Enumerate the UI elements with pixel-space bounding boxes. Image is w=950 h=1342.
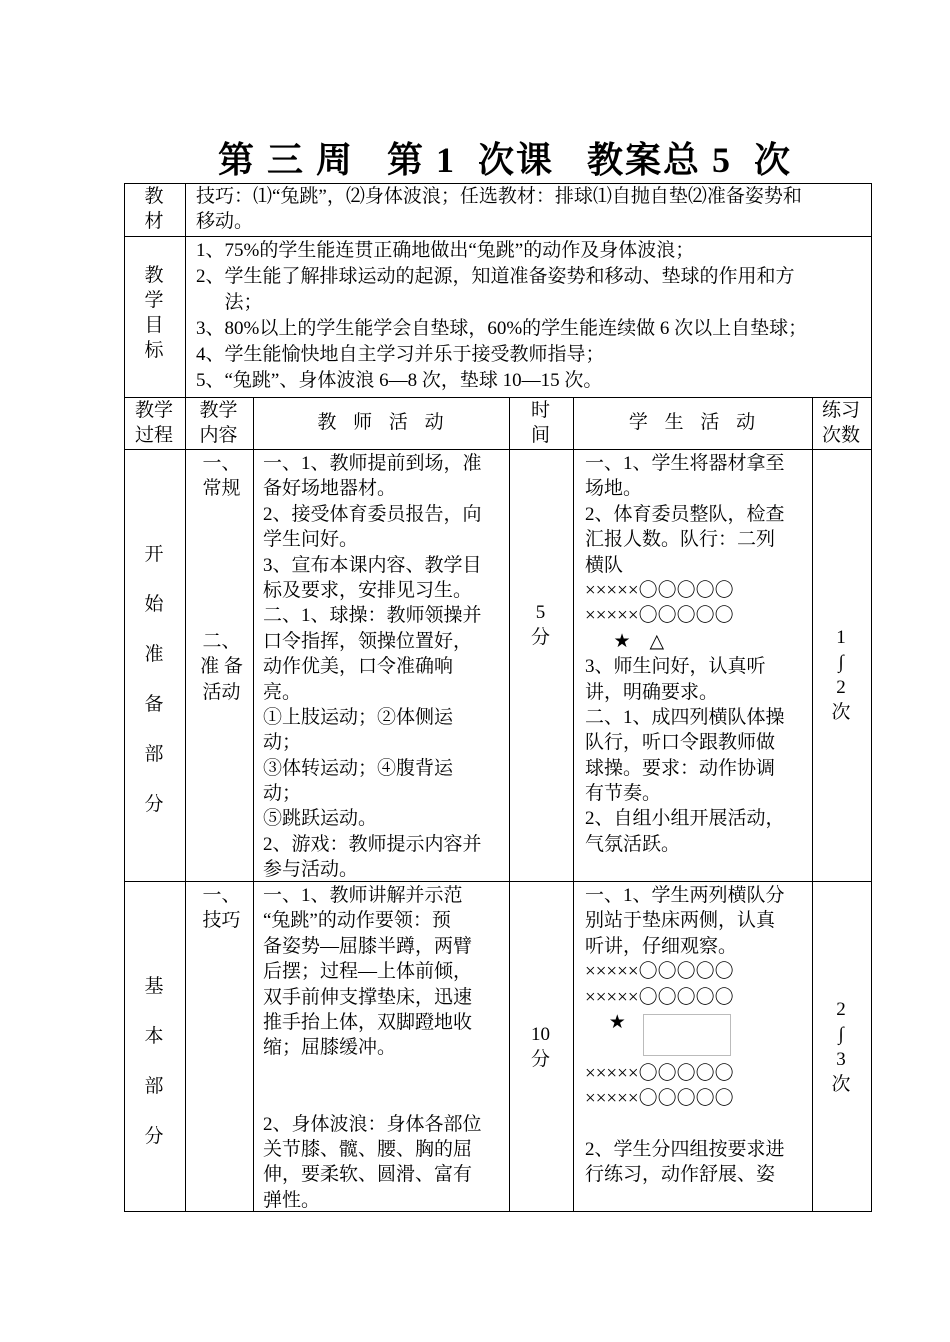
text-line (192, 578, 251, 603)
text-line: ★ △ (585, 630, 665, 652)
objectives-label-cell (124, 236, 186, 398)
text-line: 2、体育委员整队，检查 (585, 503, 785, 525)
header-student (573, 397, 813, 450)
text-line: 二、1、成四列横队体操 (585, 706, 785, 728)
text-line: 分 (530, 1049, 550, 1070)
content-cell (185, 449, 254, 882)
text-line: 5、“兔跳”、身体波浪 6—8 次，垫球 10—15 次。 (196, 370, 603, 391)
text-line: 标 (144, 340, 164, 361)
text-line: 场地。 (585, 478, 643, 500)
text-line: ①上肢运动；②体侧运 (263, 706, 454, 728)
student-activity-cell (573, 449, 813, 882)
text-line: 时 (530, 400, 550, 421)
reps-cell (812, 881, 872, 1212)
text-line: 始 (144, 594, 164, 615)
text-line: 2、游戏：教师提示内容并 (263, 833, 482, 855)
text-line: 弹性。 (263, 1189, 321, 1211)
text-line (585, 1112, 810, 1137)
student-activity-cell (573, 881, 813, 1212)
text-line: 次 (831, 702, 851, 723)
text-line: 参与活动。 (263, 859, 359, 881)
text-line: 讲，明确要求。 (585, 681, 719, 703)
text-line: 亮。 (263, 681, 302, 703)
page-title: 第 三 周 第 1 次课 教案总 5 次 (217, 140, 792, 180)
text-line: 备 (144, 694, 164, 715)
text-line: 教学 (199, 400, 238, 421)
text-line: 学 生 活 动 (628, 412, 756, 433)
text-line: 一、1、教师提前到场，准 (263, 453, 482, 474)
text-line: 教 师 活 动 (317, 412, 444, 433)
text-line: 法； (196, 292, 263, 313)
text-line: 一、1、教师讲解并示范 (263, 885, 463, 906)
text-line: 1 (836, 627, 846, 648)
text-line: 目 (144, 315, 164, 336)
teacher-activity-cell (253, 881, 510, 1212)
text-line: 后摆；过程—上体前倾， (263, 961, 473, 983)
header-content (185, 397, 254, 450)
text-line: 练习 (821, 400, 860, 421)
text-line (263, 1061, 507, 1086)
text-line: 横队 (585, 554, 624, 576)
text-line: 5 (535, 602, 546, 623)
text-line: 队行，听口令跟教师做 (585, 732, 776, 754)
time-cell (509, 449, 574, 882)
text-line: 口令指挥，领操位置好， (263, 630, 473, 652)
text-line: 2 (836, 999, 846, 1020)
text-line: 2、身体波浪：身体各部位 (263, 1113, 482, 1135)
header-process (124, 397, 186, 450)
text-line: 动作优美，口令准确响 (263, 656, 454, 678)
objectives-content-cell (185, 236, 872, 398)
text-line: 汇报人数。队行：二列 (585, 529, 776, 551)
text-line: 3 (836, 1049, 846, 1070)
content-cell (185, 881, 254, 1212)
text-line: 有节奏。 (585, 783, 662, 805)
reps-cell (812, 449, 872, 882)
text-line: ⑤跳跃运动。 (263, 808, 378, 830)
text-line: 过程 (134, 425, 173, 446)
text-line: 次 (831, 1074, 851, 1095)
text-line: 气氛活跃。 (585, 833, 681, 855)
text-line: 基 (144, 976, 164, 997)
text-line (263, 1086, 507, 1111)
text-line: 双手前伸支撑垫床，迅速 (263, 986, 473, 1008)
stage-cell (124, 881, 186, 1212)
text-line: ×××××〇〇〇〇〇 (585, 1088, 734, 1110)
text-line: ∫ (838, 652, 844, 673)
text-line: 伸，要柔软、圆滑、富有 (263, 1164, 473, 1186)
text-line: 球操。要求：动作协调 (585, 757, 776, 779)
text-line: 备姿势—屈膝半蹲，两臂 (263, 935, 473, 957)
text-line: 间 (530, 425, 550, 446)
text-line: 3、宣布本课内容、教学目 (263, 554, 482, 576)
text-line: 分 (144, 1126, 164, 1147)
text-line: ∫ (838, 1024, 844, 1045)
text-line: 分 (530, 627, 550, 648)
text-line: 部 (144, 1076, 164, 1097)
text-line: 2、接受体育委员报告，向 (263, 503, 482, 525)
text-line: 技巧 (202, 910, 241, 932)
text-line: ③体转运动；④腹背运 (263, 757, 454, 779)
text-line: 学生问好。 (263, 529, 359, 551)
text-line: ×××××〇〇〇〇〇 (585, 961, 734, 983)
text-line: 移动。 (196, 211, 254, 232)
text-line: 3、80%以上的学生能学会自垫球，60%的学生能连续做 6 次以上自垫球； (196, 318, 808, 339)
mat-diagram-box (643, 1014, 731, 1056)
teacher-activity-cell (253, 449, 510, 882)
text-line: 推手抬上体，双脚蹬地收 (263, 1011, 473, 1033)
text-line: ★ (585, 1011, 626, 1033)
material-label-cell (124, 183, 186, 237)
header-reps (812, 397, 872, 450)
text-line: 开 (144, 544, 164, 565)
text-line: 10 (531, 1024, 550, 1045)
text-line: 二、1、球操：教师领操并 (263, 605, 482, 627)
text-line: 教 (144, 265, 164, 286)
header-time (509, 397, 574, 450)
text-line: 一、 (202, 453, 241, 474)
text-line: 技巧：⑴“兔跳”，⑵身体波浪；任选教材：排球⑴自抛自垫⑵准备姿势和 (196, 186, 802, 207)
text-line: 准 备 (200, 656, 243, 678)
text-line (192, 553, 251, 578)
text-line: ×××××〇〇〇〇〇 (585, 579, 734, 601)
text-line: 教 (144, 186, 164, 207)
text-line: 准 (144, 644, 164, 665)
header-teacher (253, 397, 510, 450)
text-line (192, 502, 251, 527)
text-line: 材 (144, 211, 164, 232)
text-line: 2、学生能了解排球运动的起源，知道准备姿势和移动、垫球的作用和方 (196, 266, 795, 287)
text-line: 一、1、学生将器材拿至 (585, 453, 785, 474)
stage-cell (124, 449, 186, 882)
text-line: 3、师生问好，认真听 (585, 656, 766, 678)
text-line: 次数 (821, 425, 860, 446)
text-line: 活动 (202, 681, 241, 703)
text-line: 行练习，动作舒展、姿 (585, 1164, 776, 1186)
text-line: 别站于垫床两侧，认真 (585, 910, 776, 932)
text-line: 标及要求，安排见习生。 (263, 579, 473, 601)
text-line: 分 (144, 794, 164, 815)
text-line: 学 (144, 290, 164, 311)
text-line: 备好场地器材。 (263, 478, 397, 500)
text-line: 动； (263, 783, 302, 805)
text-line: 一、1、学生两列横队分 (585, 885, 785, 906)
text-line: 一、 (202, 885, 241, 906)
text-line: 缩；屈膝缓冲。 (263, 1037, 397, 1059)
text-line: ×××××〇〇〇〇〇 (585, 986, 734, 1008)
text-line: 2、自组小组开展活动， (585, 808, 785, 830)
text-line: 内容 (199, 425, 238, 446)
text-line: 2 (836, 677, 846, 698)
text-line: 常规 (202, 478, 241, 500)
text-line: ×××××〇〇〇〇〇 (585, 605, 734, 627)
material-content-cell (185, 183, 872, 237)
text-line (192, 527, 251, 552)
text-line (192, 603, 251, 628)
text-line: 关节膝、髋、腰、胸的屈 (263, 1138, 473, 1160)
text-line: 1、75%的学生能连贯正确地做出“兔跳”的动作及身体波浪； (196, 240, 695, 261)
text-line: 部 (144, 744, 164, 765)
text-line: 动； (263, 732, 302, 754)
text-line: 听讲，仔细观察。 (585, 935, 738, 957)
text-line: 本 (144, 1026, 164, 1047)
text-line: 2、学生分四组按要求进 (585, 1138, 785, 1160)
text-line: 4、学生能愉快地自主学习并乐于接受教师指导； (196, 344, 605, 365)
text-line: “兔跳”的动作要领：预 (263, 910, 451, 932)
text-line: ×××××〇〇〇〇〇 (585, 1062, 734, 1084)
text-line: 教学 (134, 400, 173, 421)
time-cell (509, 881, 574, 1212)
text-line: 二、 (202, 630, 241, 652)
